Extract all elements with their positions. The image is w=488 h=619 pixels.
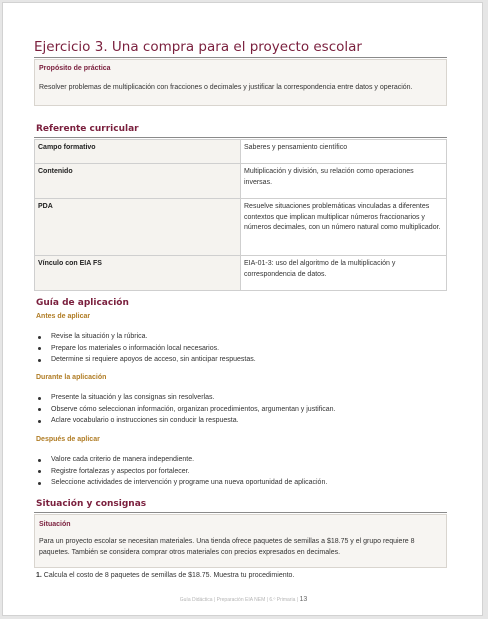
- footer-text: Guía Didáctica | Preparación EIA NEM | 6.º Primaria |: [179, 597, 299, 603]
- during-heading: Durante la aplicación: [36, 374, 107, 381]
- situation-divider: [34, 512, 447, 513]
- list-item: Determine si requiere apoyos de acceso, sin anticipar respuestas.: [36, 354, 436, 366]
- table-row: [35, 164, 447, 199]
- situation-box: [34, 514, 447, 568]
- purpose-box: [34, 59, 447, 106]
- page-title: Ejercicio 3. Una compra para el proyecto escolar: [34, 39, 362, 55]
- table-cell-value: Multiplicación y división, su relación como operaciones inversas.: [241, 164, 447, 199]
- table-cell-value: Saberes y pensamiento científico: [241, 140, 447, 164]
- list-item: Registre fortalezas y aspectos por fortalecer.: [36, 466, 436, 478]
- table-cell-label: PDA: [35, 199, 241, 256]
- situation-heading: Situación y consignas: [36, 499, 147, 509]
- table-row: [35, 256, 447, 291]
- document-page: [2, 2, 483, 616]
- purpose-text: Resolver problemas de multiplicación con fracciones o decimales y justificar la correspondencia entre datos y operación.: [39, 84, 413, 91]
- page-footer: [3, 596, 484, 603]
- after-heading: Después de aplicar: [36, 436, 100, 443]
- title-divider: [34, 57, 447, 58]
- table-cell-label: Contenido: [35, 164, 241, 199]
- table-row: [35, 140, 447, 164]
- list-item: Presente la situación y las consignas sin resolverlas.: [36, 392, 436, 404]
- list-item: Prepare los materiales o información local necesarios.: [36, 343, 436, 355]
- situation-text: Para un proyecto escolar se necesitan materiales. Una tienda ofrece paquetes de semillas a $18.75 y el grupo requiere 8 paquetes. También se considera comprar otros materiales con precios expresados en decimales.: [39, 538, 415, 556]
- question-1: [36, 572, 294, 579]
- table-cell-value: Resuelve situaciones problemáticas vinculadas a diferentes contextos que implican multiplicar números fraccionarios y números decimales, con un número natural como multiplicador.: [241, 199, 447, 256]
- curricular-divider: [34, 137, 447, 138]
- curricular-table: [34, 139, 447, 291]
- question-text: Calcula el costo de 8 paquetes de semillas de $18.75. Muestra tu procedimiento.: [43, 572, 295, 579]
- list-item: Seleccione actividades de intervención y programe una nueva oportunidad de aplicación.: [36, 477, 436, 489]
- situation-label: Situación: [39, 521, 71, 528]
- before-list: [36, 331, 436, 366]
- question-number: 1.: [36, 572, 42, 579]
- list-item: Revise la situación y la rúbrica.: [36, 331, 436, 343]
- table-row: [35, 199, 447, 256]
- table-cell-label: Vínculo con EIA FS: [35, 256, 241, 291]
- page-number: 13: [299, 596, 308, 603]
- before-heading: Antes de aplicar: [36, 313, 91, 320]
- curricular-heading: Referente curricular: [36, 124, 139, 134]
- during-list: [36, 392, 436, 427]
- list-item: Valore cada criterio de manera independiente.: [36, 454, 436, 466]
- table-cell-label: Campo formativo: [35, 140, 241, 164]
- guide-heading: Guía de aplicación: [36, 298, 129, 308]
- purpose-label: Propósito de práctica: [39, 65, 111, 72]
- after-list: [36, 454, 436, 489]
- list-item: Observe cómo seleccionan información, organizan procedimientos, argumentan y justifican.: [36, 404, 436, 416]
- table-cell-value: EIA-01-3: uso del algoritmo de la multiplicación y correspondencia de datos.: [241, 256, 447, 291]
- list-item: Aclare vocabulario o instrucciones sin conducir la respuesta.: [36, 415, 436, 427]
